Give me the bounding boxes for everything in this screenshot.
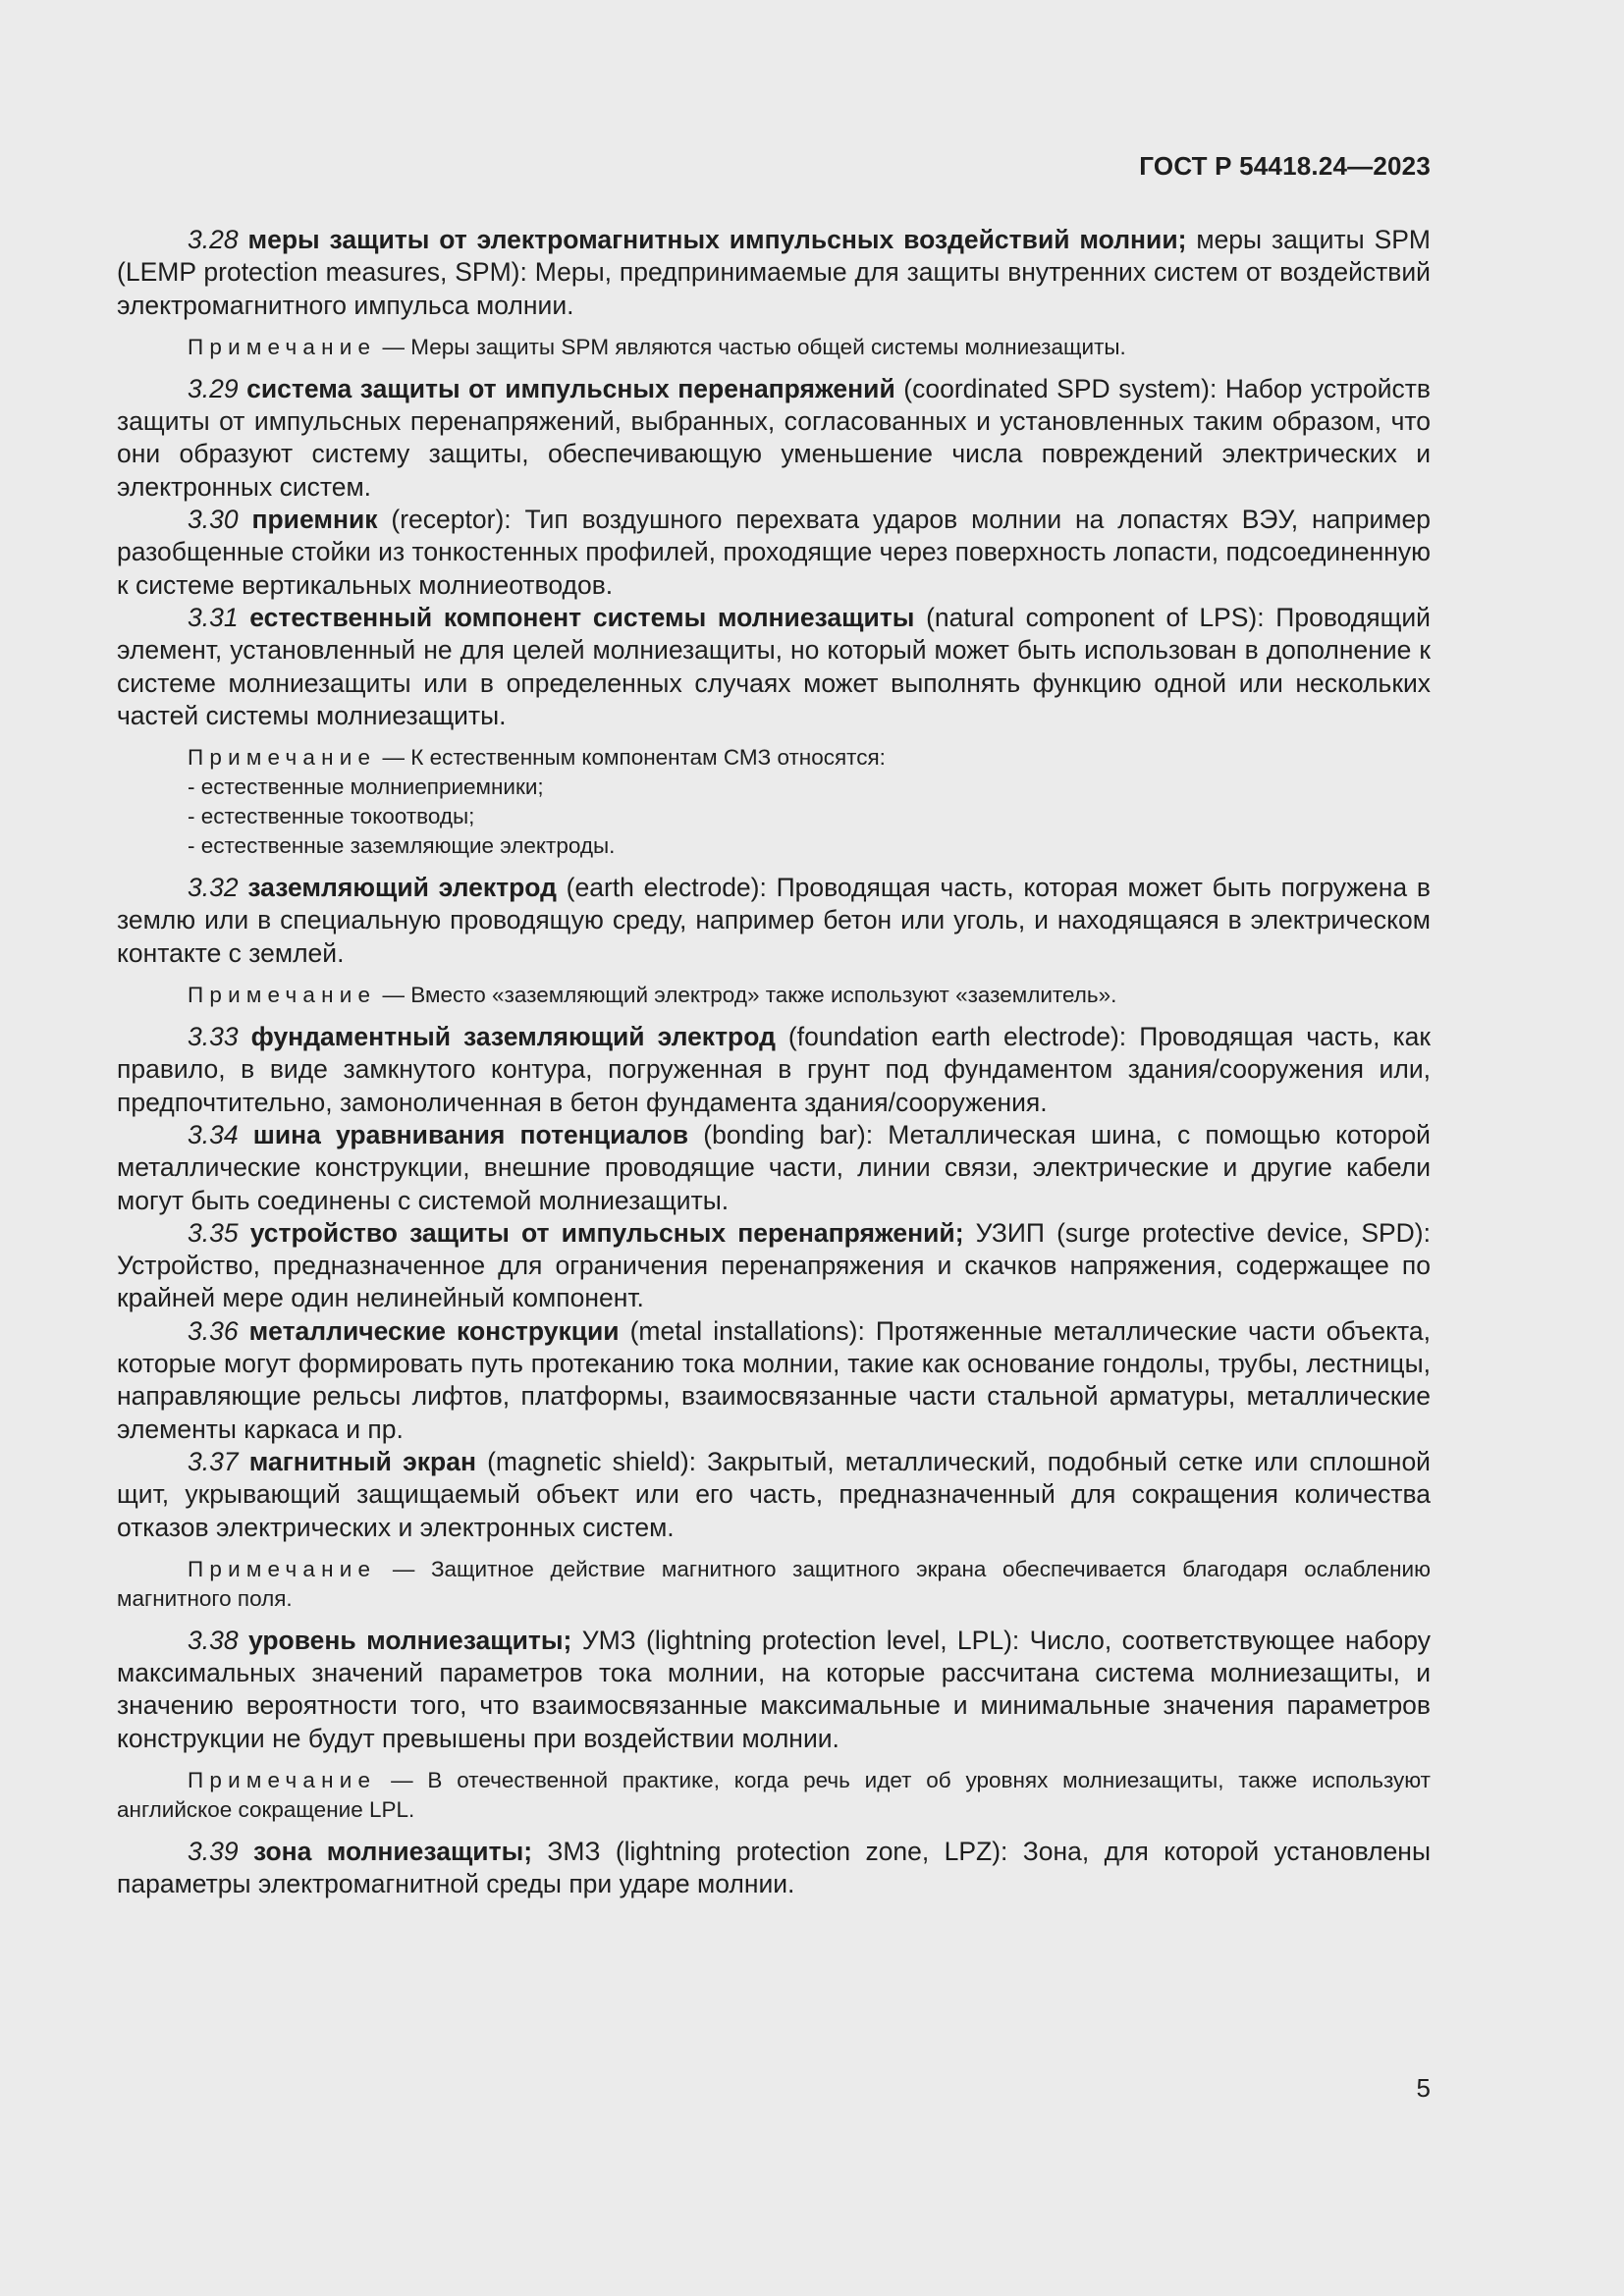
note-spm: Примечание — Меры защиты SPM являются частью общей системы молниезащиты.	[188, 334, 1126, 359]
note-magnetic-shield: Примечание — Защитное действие магнитного защитного экрана обеспечивается благодаря ослаблению магнитного поля.	[117, 1556, 1431, 1611]
note-label: Примечание	[188, 1556, 377, 1581]
term-3-38: 3.38 уровень молниезащиты; УМЗ (lightning protection level, LPL): Число, соответствующее набору максимальных значений параметров тока молнии, на которые рассчитана система молниезащиты, и значению вероятности того, что взаимосвязанные максимальные и минимальные значения параметров конструкции не будут превышены при воздействии молнии.	[117, 1625, 1431, 1753]
term-3-37: 3.37 магнитный экран (magnetic shield): Закрытый, металлический, подобный сетке или сплошной щит, укрывающий защищаемый объект или его часть, предназначенный для сокращения количества отказов электрических и электронных систем.	[117, 1446, 1431, 1542]
page-number: 5	[1416, 2073, 1431, 2103]
term-3-28: 3.28 меры защиты от электромагнитных импульсных воздействий молнии; меры защиты SPM (LEMP protection measures, SPM): Меры, предпринимаемые для защиты внутренних систем от воздействий электромагнитного импульса молнии.	[117, 225, 1431, 320]
term-3-35: 3.35 устройство защиты от импульсных перенапряжений; УЗИП (surge protective device, SPD): Устройство, предназначенное для ограничения перенапряжения и скачков напряжения, содержащее по крайней мере один нелинейный компонент.	[117, 1217, 1431, 1313]
note-list-item: - естественные токоотводы;	[188, 804, 475, 829]
term-3-31: 3.31 естественный компонент системы молниезащиты (natural component of LPS): Проводящий элемент, установленный не для целей молниезащиты, но который может быть использован в дополнение к системе молниезащиты или в определенных случаях может выполнять функцию одной или нескольких частей системы молниезащиты.	[117, 602, 1431, 730]
note-earth-electrode: Примечание — Вместо «заземляющий электрод» также используют «заземлитель».	[188, 983, 1117, 1008]
document-body	[117, 224, 1431, 1901]
document-header: ГОСТ Р 54418.24—2023	[1139, 151, 1431, 181]
term-3-39: 3.39 зона молниезащиты; ЗМЗ (lightning protection zone, LPZ): Зона, для которой установлены параметры электромагнитной среды при ударе молнии.	[117, 1836, 1431, 1899]
note-lpl: Примечание — В отечественной практике, когда речь идет об уровнях молниезащиты, также используют английское сокращение LPL.	[117, 1767, 1431, 1822]
note-label: Примечание	[188, 1767, 377, 1792]
term-3-29: 3.29 система защиты от импульсных перенапряжений (coordinated SPD system): Набор устройств защиты от импульсных перенапряжений, выбранных, согласованных и установленных таким образом, что они образуют систему защиты, обеспечивающую уменьшение числа повреждений электрических и электронных систем.	[117, 373, 1431, 502]
note-label: Примечание	[188, 334, 377, 359]
note-label: Примечание	[188, 983, 377, 1008]
term-3-30: 3.30 приемник (receptor): Тип воздушного перехвата ударов молнии на лопастях ВЭУ, например разобщенные стойки из тонкостенных профилей, проходящие через поверхность лопасти, подсоединенную к системе вертикальных молниеотводов.	[117, 505, 1431, 600]
term-3-32: 3.32 заземляющий электрод (earth electrode): Проводящая часть, которая может быть погружена в землю или в специальную проводящую среду, например бетон или уголь, и находящаяся в электрическом контакте с землей.	[117, 873, 1431, 968]
term-3-33: 3.33 фундаментный заземляющий электрод (foundation earth electrode): Проводящая часть, как правило, в виде замкнутого контура, погруженная в грунт под фундаментом здания/сооружения или, предпочтительно, замоноличенная в бетон фундамента здания/сооружения.	[117, 1022, 1431, 1117]
note-list-item: - естественные молниеприемники;	[188, 774, 544, 800]
term-3-34: 3.34 шина уравнивания потенциалов (bonding bar): Металлическая шина, с помощью которой металлические конструкции, внешние проводящие части, линии связи, электрические и другие кабели могут быть соединены с системой молниезащиты.	[117, 1119, 1431, 1215]
note-natural-components: Примечание — К естественным компонентам СМЗ относятся:	[188, 745, 886, 771]
note-list-item: - естественные заземляющие электроды.	[188, 833, 616, 859]
term-3-36: 3.36 металлические конструкции (metal installations): Протяженные металлические части объекта, которые могут формировать путь протеканию тока молнии, такие как основание гондолы, трубы, лестницы, направляющие рельсы лифтов, платформы, взаимосвязанные части стальной арматуры, металлические элементы каркаса и пр.	[117, 1315, 1431, 1444]
note-label: Примечание	[188, 745, 377, 771]
